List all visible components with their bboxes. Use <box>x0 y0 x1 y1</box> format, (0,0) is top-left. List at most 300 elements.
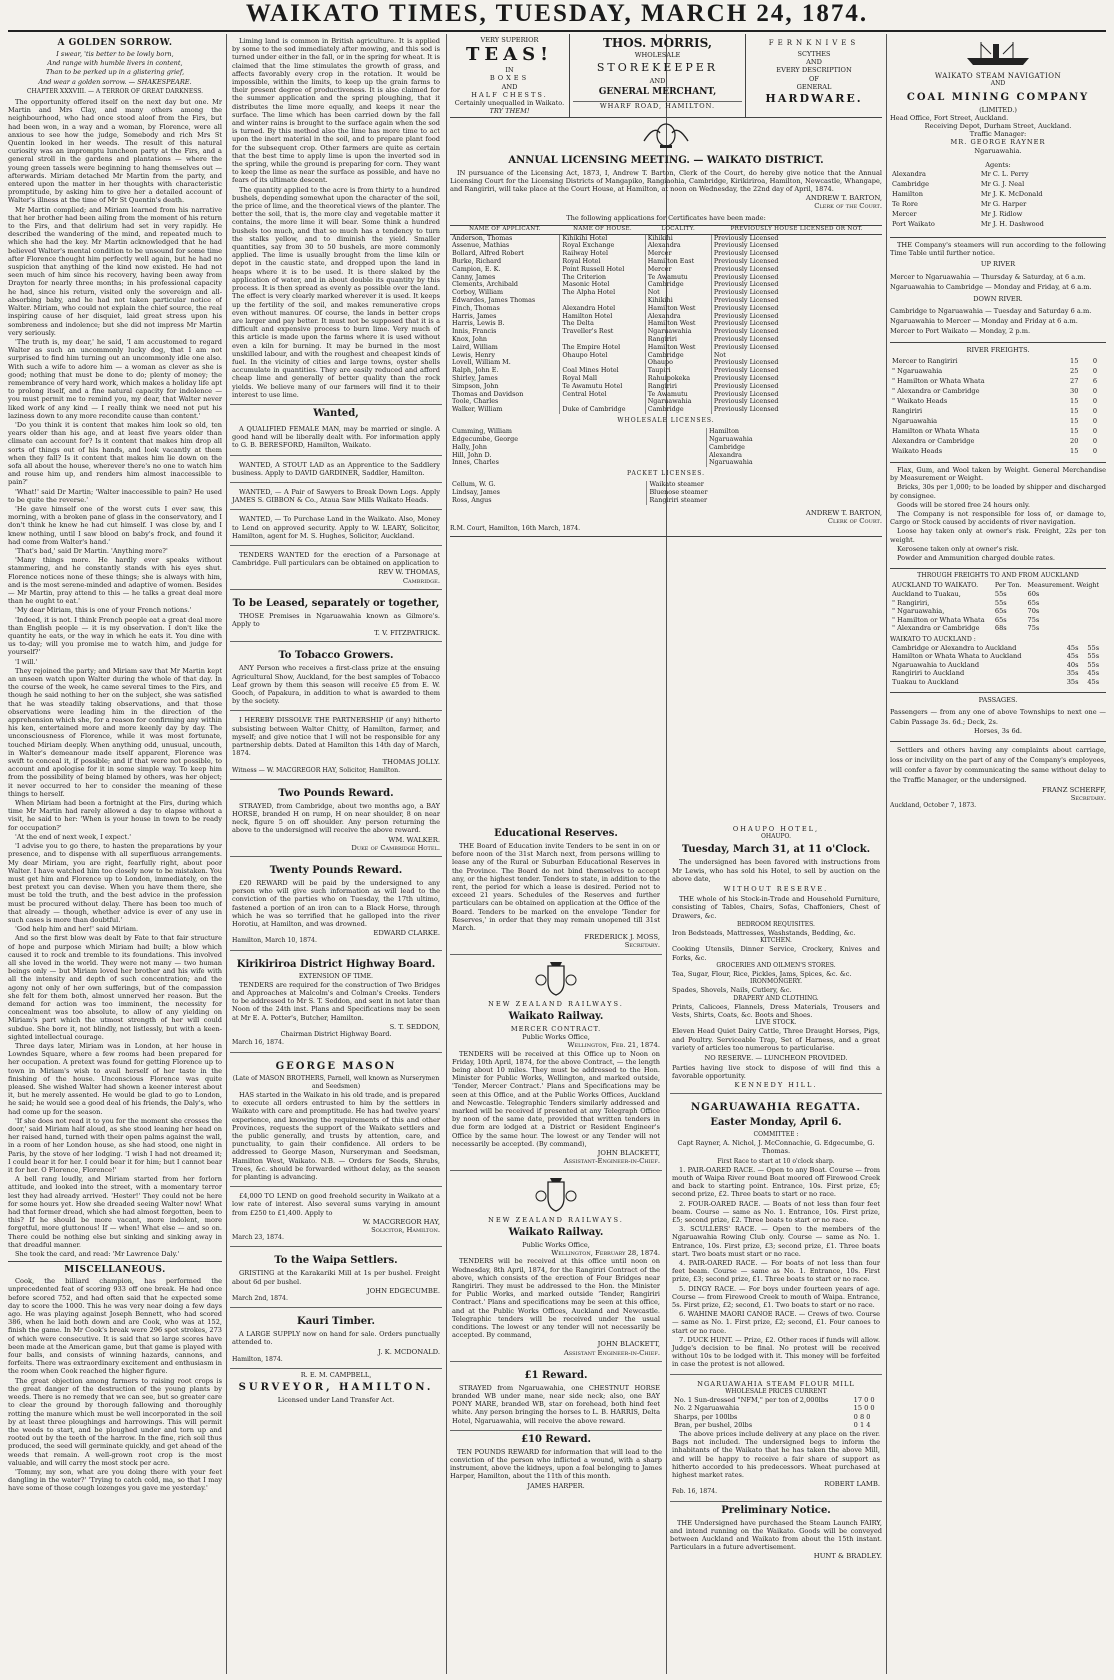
traffic-manager-place: Ngaruawahia. <box>974 146 1022 155</box>
hardware-ad <box>746 34 882 117</box>
table-cell: Innis, Francis <box>450 328 560 336</box>
waipa-heading: To the Waipa Settlers. <box>274 1255 398 1267</box>
railways-subheading: Waikato Railway. <box>508 1011 604 1023</box>
table-cell: Ngaruawahia <box>892 417 938 426</box>
ad-text: TEN POUNDS REWARD for information that will lead to the conviction of the person who inflicted a wound, with a sharp instrument, above the kidneys, upon a foal belonging to James Harper, Hamilton, about the 11th of this month. <box>450 1447 662 1481</box>
table-cell: " Rangiriri, <box>892 598 930 607</box>
mill-price-table <box>672 1396 880 1430</box>
agents-label: Agents: <box>985 160 1011 169</box>
paragraph: When Miriam had been a fortnight at the Firs, during which time Mr Martin had rarely allowed a day to elapse without a visit, he said to her: 'When is your house in town to be ready for occupation?' <box>8 799 222 832</box>
ad-signature: Assistant Engineer-in-Chief. <box>563 1348 660 1357</box>
table-cell: Previously Licensed <box>713 296 779 305</box>
ohaupo-heading: OHAUPO HOTEL, <box>732 825 820 833</box>
paragraph: 5. DINGY RACE. — For boys under fourteen years of age. Course — from Firewood Creek to mouth of Waipa. Entrance, 5s. First prize, £2; second, £1. Two boats to start or no race. <box>672 1284 880 1309</box>
table-cell: Campion, E. K. <box>450 266 560 274</box>
table-cell: 0 <box>1092 357 1098 366</box>
table-cell: 15 0 0 <box>853 1404 875 1413</box>
table-row <box>890 624 1106 633</box>
railways-heading: NEW ZEALAND RAILWAYS. <box>488 999 624 1008</box>
wanted-heading: Wanted, <box>313 407 359 419</box>
column-story <box>8 34 222 1674</box>
table-cell: Canny, James <box>450 274 560 282</box>
table-cell: Previously Licensed <box>713 257 779 266</box>
table-cell: 35s <box>1066 677 1079 686</box>
down-river-time: Cambridge to Ngaruawahia — Tuesday and Saturday 6 a.m. <box>890 306 1092 315</box>
table-cell: Alexandra <box>708 450 742 459</box>
table-row <box>450 452 882 460</box>
ad-text: STRAYED from Ngaruawahia, one CHESTNUT HORSE branded WB under mane, near side neck; also, one BAY PONY MARE, branded WB, star on forehead, both hind feet white. Any person bringing the horses to L. B. HARRIS, Delta Hotel, Ngaruawahia, will receive the above reward. <box>452 1383 660 1425</box>
ad-text: I HEREBY DISSOLVE THE PARTNERSHIP (if any) hitherto subsisting between Walter Chitty, of Hamilton, farmer, and myself; and give notice that I will not be responsible for any partnership debts. Dated at Hamilton this 14th day of March, 1874. <box>232 716 440 758</box>
morris-line: GENERAL MERCHANT, <box>598 87 717 98</box>
committee-label: COMMITTEE : <box>753 1130 799 1138</box>
up-river-time: Mercer to Ngaruawahia — Thursday & Saturday, at 6 a.m. <box>890 272 1086 281</box>
paragraph: The opportunity offered itself on the next day but one. Mr Martin and Mrs Clay, and many others among the neighbourhood, who had once stood aloof from the Firs, but had been won, in a way and a woman, by Florence, were all anxious to see how the judge, Somebody and rich Mrs St Quentin looked in her weeds. The result of this natural curiosity was an impromptu luncheon party at the Firs, and a general stroll in the gardens and plantations — where the young green tassels were beginning to hang themselves out — afterwards. Miriam detached Mr Martin from the party, and entered upon the matter in her thoughts with characteristic promptitude, by asking him to give her a detailed account of Walter's illness at the time of Mr St Quentin's death. <box>8 98 222 205</box>
table-row <box>890 669 1106 678</box>
money-to-lend-ad <box>230 1189 442 1247</box>
ad-signature: THOMAS JOLLY. <box>382 758 440 767</box>
paragraph: Cook, the billiard champion, has performed the unprecedented feat of scoring 933 off one break. He had once before scored 752, and had often said that he expected some day to score the 1000. This he was very near doing a few days ago. He was playing against Joseph Bennett, who had scored 386, when he laid both down and are Cook, who was at 152, finish the game. In Mr Cook's break were 296 spot strokes, 273 of which were consecutive. It is said that so large scores have been made at the American game, but that game is played with four balls, and consists of winning hazards, cannons, and forfeits. There was extraordinary excitement and enthusiasm in the room when Cook reached the higher figure. <box>8 1277 222 1376</box>
table-cell: Mr G. Harper <box>980 200 1027 209</box>
table-row <box>890 416 1106 426</box>
licensing-signature: Clerk of the Court. <box>814 202 882 211</box>
table-row <box>672 1413 880 1422</box>
paragraph: 'That's bad,' said Dr Martin. 'Anything more?' <box>15 546 168 555</box>
table-cell: Duke of Cambridge <box>560 406 645 414</box>
paragraph: 'I will.' <box>15 657 38 666</box>
ad-signature: Secretary. <box>624 941 660 950</box>
teas-title: TEAS! <box>466 44 553 66</box>
regatta-date: Easter Monday, April 6. <box>710 1116 842 1128</box>
paragraph: They rejoined the party; and Miriam saw that Mr Martin kept an unseen watch upon Walter during the whole of that day. In the course of the week, he came several times to the Firs, and though he said nothing to her on the subject, she was satisfied that he was steadily taking observations, and that those observations were leading him in the direction of the apprehension which she, for a reason for confirming any within his ken, entertained more and more keenly day by day. The unconsciousness of Florence, while it was most fortunate, touched Miriam deeply. When anything odd, unusual, uncouth, in Walter's demeanour made itself apparent, Florence was swift to conceal it, if possible; and if that were not possible, to account and apologise for it in some simple way. To keep him from the possibility of being blamed by others, was her object; it never occurred to her to consider the meaning of these things to herself. <box>8 666 222 798</box>
licensing-signature: ANDREW T. BARTON, <box>805 194 882 203</box>
ohaupo-subheading: OHAUPO. <box>760 833 792 841</box>
table-cell: 15 <box>1070 417 1079 426</box>
ad-signature: HUNT & BRADLEY. <box>813 1552 882 1561</box>
table-cell: Rangiriri to Auckland <box>892 669 965 678</box>
table-cell: Harris, Lewis B. <box>450 320 560 328</box>
twenty-pounds-reward-ad <box>230 859 442 951</box>
mill-subheading: WHOLESALE PRICES CURRENT <box>725 1387 827 1395</box>
highway-subheading: EXTENSION OF TIME. <box>298 972 374 980</box>
table-cell: Hamilton or Whata Whata <box>892 427 980 436</box>
ad-text: THE Undersigned have purchased the Steam Launch FAIRY, and intend running on the Waikato. Goods will be conveyed between Auckland and Waikato from about the 15th instant. Particulars in a future advertisement. <box>670 1518 882 1552</box>
table-row <box>890 169 1106 179</box>
head-office: Head Office, Fort Street, Auckland. <box>890 113 1009 122</box>
table-cell: 15 <box>1070 427 1079 436</box>
table-row <box>890 396 1106 406</box>
table-cell: The Criterion <box>560 274 645 282</box>
table-cell: Ngaruawahia <box>708 434 753 443</box>
licensing-heading: ANNUAL LICENSING MEETING. — WAIKATO DISTRICT. <box>508 154 824 166</box>
table-cell: Rangiriri <box>892 407 923 416</box>
table-cell: Royal Hotel <box>560 258 645 266</box>
paragraph: And so the first blow was dealt by Fate to that fair structure of hope and purpose which Miriam had built; a blow which caused it to rock and tremble to its foundations. This involved all she loved in the world. They were not many — two human beings only — but Miriam loved her brother and his wife with all the intensity and depth of such concentration; and the agony not only of her own sufferings, but of the compassion she felt for them both, almost unnerved her reason. But the demand for action was too imminent, the necessity for concealment was too absolute, to allow of any yielding on Miriam's part which the utmost strength of her will could subdue. She bore it, not blindly, not listlessly, but with a keen-sighted intellectual courage. <box>8 934 222 1041</box>
top-ad-row <box>450 34 882 118</box>
column-advertisements-4 <box>670 822 882 1674</box>
table-cell: Edgecumbe, George <box>450 436 706 444</box>
tea-line: BOXES <box>489 74 530 83</box>
mill-price-body <box>672 1396 880 1430</box>
paragraph: 'God help him and her!' said Miriam. <box>15 925 139 934</box>
one-pound-reward-ad <box>450 1364 662 1431</box>
table-cell: 15 <box>1070 447 1079 456</box>
table-cell: The Alpha Hotel <box>560 289 645 297</box>
table-cell: Hamilton <box>708 427 740 436</box>
table-row <box>890 376 1106 386</box>
railways-mercer-ad <box>450 957 662 1171</box>
table-cell: Taupiri <box>645 367 711 375</box>
table-cell: 55s <box>994 590 1007 599</box>
story-title: A GOLDEN SORROW. <box>57 38 173 48</box>
ad-date: Hamilton, March 10, 1874. <box>232 937 317 945</box>
table-cell: Lindsay, James <box>450 489 647 497</box>
column-rule <box>446 34 447 1674</box>
ad-date: Feb. 16, 1874. <box>672 1488 718 1496</box>
table-cell: Mr G. J. Neal <box>980 180 1025 189</box>
table-cell: Ohaupo Hotel <box>560 352 645 360</box>
masthead <box>0 0 1114 28</box>
table-cell: No. 1 Sun-dressed "NFM," per ton of 2,000lbs <box>674 1395 829 1404</box>
table-cell: 65s <box>994 607 1007 616</box>
table-cell: Kihikihi Hotel <box>560 234 645 242</box>
ad-text: Tea, Sugar, Flour, Rice, Pickles, Jams, Spices, &c. &c. <box>672 970 852 979</box>
ad-signature: REV W. THOMAS, <box>378 568 440 577</box>
table-cell: 6 <box>1092 377 1098 386</box>
educational-reserves-ad <box>450 822 662 955</box>
kauri-heading: Kauri Timber. <box>297 1316 375 1328</box>
table-cell: Previously Licensed <box>713 264 779 273</box>
table-cell: Alexandra <box>892 170 926 179</box>
paragraph: Liming land is common in British agriculture. It is applied by some to the sod immediately after mowing, and this sod is turned under either in the fall, or in the spring for wheat. It is claimed that the lime stimulates the growth of grass, and affects favorably every crop in the rotation. It would be impossible, within the limits, to keep up the grain farms to their present degree of productiveness. It is also claimed for the summer application and the spring ploughing, that it distributes the lime more equally, and keeps it near the surface. The lime which has been carried down by the fall and winter rains is brought to the surface again when the sod is turned. By this method also the lime has more time to act upon the inert material in the soil, and to prepare plant food for the subsequent crop. Other farmers are quite as certain that the best time to apply lime is upon the inverted sod in the spring, while the ground is preparing for corn. They want to keep the lime as near the surface as possible, and have no fears of its ultimate descent. <box>232 37 440 185</box>
table-cell: Edwardes, James Thomas <box>450 297 560 305</box>
freights-table <box>890 356 1106 456</box>
table-cell: Lewis, Henry <box>450 352 560 360</box>
table-cell: Previously Licensed <box>713 397 779 406</box>
column-advertisements-3 <box>450 822 662 1674</box>
ad-signature: FREDERICK J. MOSS, <box>584 933 660 942</box>
table-cell: Ngaruawahia to Auckland <box>892 660 980 669</box>
company-and: AND <box>990 80 1006 88</box>
tea-line: AND <box>501 82 518 91</box>
miscellaneous-body <box>8 1277 222 1492</box>
through-freights-body <box>890 590 1106 633</box>
without-reserve: WITHOUT RESERVE. <box>723 885 829 894</box>
table-cell: " Waikato Heads <box>892 397 948 406</box>
paragraph: 3. SCULLERS' RACE. — Open to the members of the Ngaruawahia Rowing Club only. Course — same as No. 1. Entrance, 10s. First prize, £3; second prize, £1. Three boats start. Two boats must start or no race. <box>672 1225 880 1258</box>
ad-text: TENDERS will be received at this Office up to Noon on Friday, 10th April, 1874, for the above Contract, — the length being about 10 miles. They must be addressed to the Hon. Minister for Public Works, Wellington, and marked outside, 'Tender, Mercer Contract.' Plans and Specifications may be seen at this Office, and at the Public Works Offices, Auckland and Newcastle. Telegraphic Tenders similarly addressed and marked will be received if presented at any Telegraph Office by noon of the same date, provided that written tenders in due form are lodged at a District or Resident Engineer's Office by the same hour. The lowest or any Tender will not necessarily be accepted. (By command), <box>452 1049 660 1148</box>
table-cell: " Hamilton or Whata Whata <box>892 377 985 386</box>
table-cell: Assenue, Mathias <box>450 242 560 250</box>
table-cell: Bollard, Alfred Robert <box>450 250 560 258</box>
ad-text: ANY Person who receives a first-class prize at the ensuing Agricultural Show, Auckland, for the best samples of Tobacco Leaf grown by them this season will receive £5 from E. W. Gooch, of Papakura, in addition to what is awarded to them by the society. <box>232 664 440 706</box>
epigraph-line: And range with humble livers in content, <box>47 59 183 68</box>
licensing-signature: ANDREW T. BARTON, <box>805 508 882 517</box>
table-cell: 17 0 0 <box>853 1395 875 1404</box>
table-cell: Previously Licensed <box>713 335 779 343</box>
paragraph: 'My dear Miriam, this is one of your French notions.' <box>15 606 192 615</box>
table-cell: 45s <box>1066 652 1079 661</box>
table-cell: 65s <box>1027 598 1040 607</box>
table-cell: Mr J. Ridlow <box>980 210 1023 219</box>
table-row <box>890 209 1106 219</box>
table-row <box>672 1421 880 1430</box>
secretary-title: Secretary. <box>1070 794 1106 803</box>
ohaupo-sale-ad <box>670 822 882 1094</box>
no-reserve-luncheon: NO RESERVE. — LUNCHEON PROVIDED. <box>704 1054 848 1063</box>
table-cell: 35s <box>1066 669 1079 678</box>
table-cell: Ngaruawahia <box>645 328 711 336</box>
secretary-name: FRANZ SCHERFF, <box>1042 785 1106 794</box>
coat-of-arms-icon <box>452 960 660 1000</box>
race-list <box>672 1166 880 1369</box>
ad-date: Hamilton, 1874. <box>232 1355 283 1363</box>
flour-mill-ad <box>670 1377 882 1502</box>
river-freights-heading: RIVER FREIGHTS. <box>890 342 1106 354</box>
table-row <box>672 1396 880 1405</box>
hardware-title: HARDWARE. <box>765 92 863 106</box>
notice-date: Auckland, October 7, 1873. <box>890 802 977 810</box>
table-cell: Bluenose steamer <box>649 488 708 497</box>
wanted-list <box>230 422 442 546</box>
sale-section: GROCERIES AND OILMEN'S STORES. <box>716 961 836 969</box>
table-cell: 60s <box>1027 590 1040 599</box>
paragraph: Kerosene taken only at owner's risk. <box>897 544 1019 553</box>
paragraph: 'Indeed, it is not. I think French people eat a great deal more than English people — it is my observation. I don't like the quantity he eats, or the way in which he eats it. You dine with us to-day; will you promise me to watch him, and judge for yourself?' <box>8 615 222 657</box>
table-row <box>450 406 882 414</box>
table-cell: Mr C. L. Perry <box>980 170 1029 179</box>
passage-text: Passengers — from any one of above Townships to next one — Cabin Passage 3s. 6d.; Deck, 2s. <box>890 707 1106 726</box>
two-pounds-reward-ad <box>230 782 442 857</box>
ad-witness: Witness — W. MACGREGOR HAY, Solicitor, Hamilton. <box>232 766 401 774</box>
steamship-icon <box>890 38 1106 70</box>
ad-signature: JOHN BLACKETT, <box>597 1340 660 1349</box>
table-cell: Knox, John <box>450 336 560 344</box>
table-row <box>450 459 882 467</box>
table-cell: Not <box>713 350 726 359</box>
table-cell: Previously Licensed <box>713 241 779 250</box>
ad-text: TENDERS WANTED for the erection of a Parsonage at Cambridge. Full particulars can be obtained on application to <box>232 550 440 568</box>
table-cell: Previously Licensed <box>713 342 779 351</box>
paragraph: 'Many things more. He hardly ever speaks without stammering, and he constantly stands with his eyes shut. Florence notices none of these things; she is always with him, and is the most serene-minded and adaptive of women. Besides — Mr Martin, pray attend to this — he talks a great deal more than he ought to eat.' <box>8 556 222 606</box>
ad-text: TENDERS are required for the construction of Two Bridges and Approaches at Malcolm's and Colman's Creeks. Tenders to be addressed to Mr S. T. Seddon, and sent in not later than Noon of the 24th inst. Plans and Specifications may be seen at Mr E. A. Potter's, Butcher, Hamilton. <box>232 980 440 1022</box>
table-cell: Previously Licensed <box>713 233 779 242</box>
ad-signature: EDWARD CLARKE. <box>373 929 440 938</box>
table-row <box>890 386 1106 396</box>
table-row <box>890 189 1106 199</box>
table-cell: Alexandra <box>645 313 711 321</box>
table-cell: Te Awamutu <box>645 391 711 399</box>
sale-date: Tuesday, March 31, at 11 o'Clock. <box>681 844 871 856</box>
miscellaneous-heading: MISCELLANEOUS. <box>8 1261 222 1276</box>
table-cell: 68s <box>994 624 1007 633</box>
paragraph: The Company is not responsible for loss of, or damage to, Cargo or Stock caused by accidents of river navigation. <box>890 510 1106 527</box>
epigraph-line: I swear, 'tis better to be lowly born, <box>56 50 174 58</box>
ad-signature: Duke of Cambridge Hotel. <box>351 843 440 852</box>
timetable-intro: THE Company's steamers will run according to the following Time Table until further notice. <box>890 237 1106 257</box>
table-cell: Traveller's Rest <box>560 328 645 336</box>
column-header: NAME OF HOUSE. <box>560 225 645 234</box>
table-cell: Cambridge <box>645 281 711 289</box>
table-cell: 70s <box>1027 607 1040 616</box>
column-header: AUCKLAND TO WAIKATO. <box>892 581 979 590</box>
licensing-caption: The following applications for Certificates have been made: <box>566 213 766 222</box>
table-row <box>890 199 1106 209</box>
table-cell: 55s <box>1087 660 1100 669</box>
table-cell: Kihikihi <box>645 234 711 242</box>
licensing-date: R.M. Court, Hamilton, 16th March, 1874. <box>450 525 882 537</box>
table-cell: Port Waikato <box>892 220 935 229</box>
committee-members: Capt Rayner, A. Nichol, J. McConnachie, G. Edgecumbe, G. Thomas. <box>677 1139 875 1156</box>
table-cell: Corboy, William <box>450 289 560 297</box>
paragraph: 'What!' said Dr Martin; 'Walter inaccessible to pain? He used to be quite the reverse.' <box>8 487 222 504</box>
tobacco-ad <box>230 644 442 711</box>
paragraph: Powder and Ammunition charged double rates. <box>897 554 1055 563</box>
table-cell: Burke, Richard <box>450 258 560 266</box>
paragraph: Flax, Gum, and Wool taken by Weight. General Merchandise by Measurement or Weight. <box>890 466 1106 483</box>
table-cell: 0 <box>1092 437 1098 446</box>
railways-date: Wellington, Feb. 21, 1874. <box>567 1041 660 1050</box>
ad-text: Parties having live stock to dispose of will find this a favorable opportunity. <box>672 1064 880 1081</box>
table-row <box>890 661 1106 670</box>
morris-line: WHOLESALE <box>634 51 681 59</box>
auctioneer-name: KENNEDY HILL. <box>734 1080 818 1089</box>
column-rule <box>226 34 227 1674</box>
table-cell: Ohaupo <box>645 359 711 367</box>
ad-signature: Cambridge. <box>402 576 440 585</box>
wanted-ad <box>230 512 442 546</box>
contract-name: MERCER CONTRACT. <box>510 1025 602 1034</box>
up-river-time: Ngaruawahia to Cambridge — Monday and Friday, at 6 a.m. <box>890 282 1092 291</box>
table-cell: Hamilton West <box>645 305 711 313</box>
table-cell: Cambridge <box>645 406 711 414</box>
table-row <box>450 497 882 505</box>
table-cell: Walker, William <box>450 406 560 414</box>
company-heading: WAIKATO STEAM NAVIGATION <box>934 72 1062 81</box>
epigraph-line: And wear a golden sorrow. — SHAKESPEARE. <box>38 77 192 86</box>
table-cell: Cambridge <box>708 442 745 451</box>
table-cell: Previously Licensed <box>713 389 779 398</box>
table-row <box>450 436 882 444</box>
licensing-notice <box>450 121 882 537</box>
railways-date: Wellington, February 28, 1874. <box>551 1249 660 1258</box>
morris-ad <box>570 34 746 117</box>
down-river-heading: DOWN RIVER. <box>973 294 1023 303</box>
table-row <box>890 590 1106 599</box>
table-cell: 15 <box>1070 357 1079 366</box>
ad-signature-title: Chairman District Highway Board. <box>280 1031 392 1039</box>
table-cell: Not <box>645 289 711 297</box>
table-cell: The Delta <box>560 320 645 328</box>
table-cell: 0 <box>1092 427 1098 436</box>
table-cell: Cellum, W. G. <box>450 481 647 489</box>
table-cell: 0 <box>1092 417 1098 426</box>
table-cell: Hamilton East <box>645 258 711 266</box>
railways-office: Public Works Office, <box>522 1240 590 1249</box>
licensing-table-header <box>450 225 882 234</box>
ad-signature: Assistant-Engineer-in-Chief. <box>563 1157 660 1166</box>
table-cell: Innes, Charles <box>450 459 706 467</box>
table-cell: Previously Licensed <box>713 311 779 320</box>
table-cell: 0 <box>1092 407 1098 416</box>
table-cell: Central Hotel <box>560 391 645 399</box>
table-cell: Masonic Hotel <box>560 281 645 289</box>
table-row <box>450 444 882 452</box>
table-cell: Kihikihi <box>645 297 711 305</box>
top-advertisements <box>450 34 882 537</box>
masthead-rule <box>8 30 1106 32</box>
table-cell: Mercer <box>645 266 711 274</box>
preliminary-heading: Preliminary Notice. <box>721 1504 831 1516</box>
table-cell: Shirley, James <box>450 375 560 383</box>
reward-heading: Twenty Pounds Reward. <box>269 865 403 877</box>
paragraph: 1. PAIR-OARED RACE. — Open to any Boat. Course — from mouth of Waipa River round Boat moored off Firewood Creek and back to starting point. Entrance, 10s. First prize, £5; second prize, £2. Three boats to start or no race. <box>672 1165 880 1199</box>
hardware-line: AND <box>806 58 822 67</box>
table-cell: 0 <box>1092 397 1098 406</box>
ad-date: March 2nd, 1874. <box>232 1294 288 1302</box>
table-cell: 15 <box>1070 407 1079 416</box>
hardware-line: GENERAL <box>796 82 832 91</box>
surveyor-ad <box>230 1371 442 1404</box>
table-cell: Thomas and Davidson <box>450 391 560 399</box>
sale-section: DRAPERY AND CLOTHING. <box>733 994 819 1002</box>
table-cell: Previously Licensed <box>713 288 779 297</box>
paragraph: 6. WAHINE MAORI CANOE RACE. — Crews of two. Course — same as No. 1. First prize, £2; second, £1. Four canoes to start or no race. <box>672 1310 880 1335</box>
kauri-timber-ad <box>230 1310 442 1369</box>
tea-line: IN <box>505 66 514 75</box>
surveyor-license: Licensed under Land Transfer Act. <box>277 1396 395 1405</box>
ad-text: HAS started in the Waikato in his old trade, and is prepared to execute all orders entrusted to him by the settlers in Waikato with care and promptitude. He has had twelve years' experience, and knowing the requirements of this and other Provinces, requests the support of the Waikato settlers and the public generally, and trusts by attention, care, and punctuality, to gain their confidence. All orders to be addressed to George Mason, Nurseryman and Seedsman, Hamilton West, Waikato. N.B. — Orders for Seeds, Shrubs, Trees, &c. should be forwarded without delay, as the season for planting is advancing. <box>232 1090 440 1181</box>
surveyor-name: R. E. M. CAMPBELL, <box>300 1370 372 1379</box>
ten-pounds-reward-ad <box>450 1433 662 1490</box>
table-cell: " Alexandra or Cambridge <box>892 387 980 396</box>
waipa-settlers-ad <box>230 1249 442 1308</box>
paragraph: 4. PAIR-OARED RACE. — For boats of not less than four feet beam. Course — same as No. 1. Entrance, 10s. First prize, £3; second prize, £1. Three boats to start or no race. <box>672 1258 880 1284</box>
teas-ad <box>450 34 570 117</box>
ad-text: THOSE Premises in Ngaruawahia known as Gilmore's. Apply to <box>232 611 440 628</box>
through-freights-table <box>890 582 1106 632</box>
table-cell: Mr J. K. McDonald <box>980 190 1043 199</box>
table-cell: Alexandra Hotel <box>560 305 645 313</box>
company-limited: (LIMITED.) <box>979 105 1017 114</box>
table-cell: 0 <box>1092 367 1098 376</box>
lease-heading: To be Leased, separately or together, <box>232 597 440 609</box>
table-cell: The Empire Hotel <box>560 344 645 352</box>
hardware-line: OF <box>809 74 819 83</box>
ad-text: WANTED, — A Pair of Sawyers to Break Down Logs. Apply JAMES S. GIBBON & Co., Ataua Saw Mills Waikato Heads. <box>232 487 440 505</box>
table-cell: Hamilton Hotel <box>560 313 645 321</box>
ad-text: £4,000 TO LEND on good freehold security in Waikato at a low rate of interest. Also several sums varying in amount from £250 to £1,400. Apply to <box>232 1192 440 1217</box>
ad-signature: J. K. MCDONALD. <box>378 1347 440 1356</box>
table-cell: Cambridge <box>892 180 930 189</box>
table-row <box>890 406 1106 416</box>
reward-heading: £10 Reward. <box>521 1433 591 1445</box>
sale-section: IRONMONGERY. <box>750 978 802 986</box>
reward-heading: £1 Reward. <box>524 1369 588 1381</box>
table-cell: Previously Licensed <box>713 303 779 312</box>
paragraph: 'I advise you to go there, to hasten the preparations by your presence, and to dispense with all superfluous arrangements. My dear Miriam, you are right, fearfully right, about poor Walter. I have watched him too closely now to be mistaken. You must get him and Florence up to London, immediately, on the best pretext you can devise. When you have them there, she must be told the truth, and the best advice in the profession must be procured without delay. There has been too much of that already — though, whether advice is ever of any use in such cases is more than doubtful.' <box>8 842 222 924</box>
table-cell: 0 1 4 <box>853 1421 871 1430</box>
column-header: Measurement. Weight <box>1027 581 1100 590</box>
table-cell: Cumming, William <box>450 428 706 436</box>
passages-heading: PASSAGES. <box>890 692 1106 704</box>
wanted-ad <box>230 458 442 483</box>
table-cell: 20 <box>1070 437 1079 446</box>
paragraph: 'Do you think it is content that makes him look so old, ten years older than his age, and at least five years older than climate can account for? Is it content that makes him drop all sorts of things out of his hands, and look vacantly at them when they fall? Is it content that makes him lie down on the sofa all about the house, wherever there's no one to watch him and rouse him up, and renders him almost inaccessible to pain?' <box>8 420 222 487</box>
table-cell: " Hamilton or Whata Whata <box>892 615 985 624</box>
paragraph: The quantity applied to the acre is from thirty to a hundred bushels, depending somewhat upon the character of the soil, the price of lime, and the theoretical views of the planter. The better the soil, that is, the more clay and vegetable matter it contains, the more lime it will bear. Some think a hundred bushels too much, and that so much has a tendency to turn the stalks yellow, and to diminish the yield. Smaller quantities, say from 30 to 50 bushels, are more commonly applied. The lime is usually brought from the lime kiln or depot in the caustic state, and dropped upon the land in heaps where it is to be used. It is there slaked by the application of water, and in about double its quantity by this process. It is then spread as evenly as possible over the land. The effect is very clearly marked wherever it is used. It keeps up the fertility of the soil, and makes remunerative crops even without manures. Of course, the lands in better crops are larger and pay better. It must not be supposed that it is a difficult and expensive process to burn lime. Very much of this article is made upon the farms where it is used without even a kiln for burning. It may be burned in the most unskilled labour, and with the roughest and cheapest kinds of fuel. In the vicinity of cities and large towns, oyster shells accumulate in quantities. They are easily reduced and afford cheap lime and generally of better quality than the rock yields. We believe many of our farmers will find it to their interest to use lime. <box>232 185 440 399</box>
down-river-time: Ngaruawahia to Mercer — Monday and Friday at 6 a.m. <box>890 316 1078 325</box>
table-row <box>450 281 882 289</box>
